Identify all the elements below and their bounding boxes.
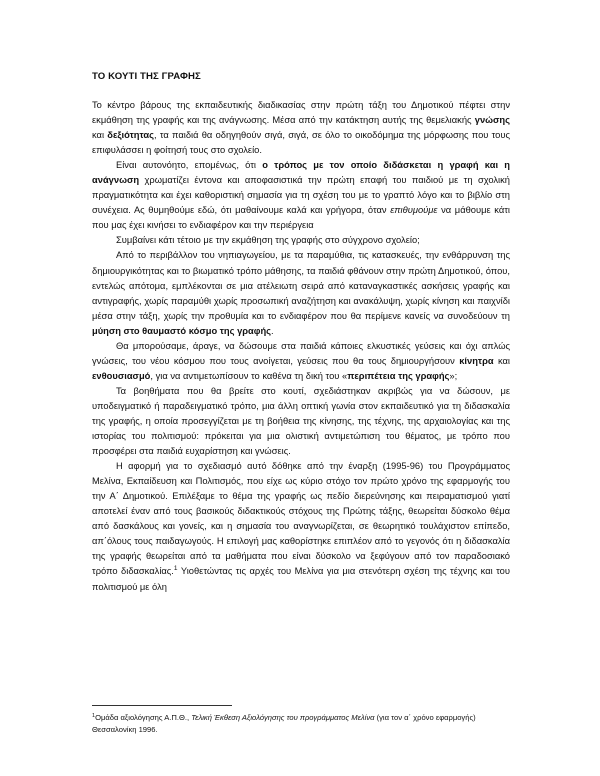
document-body: [92, 98, 510, 595]
italic-term: επιθυμούμε: [390, 205, 438, 216]
paragraph-1: Το κέντρο βάρους της εκπαιδευτικής διαδικασίας στην πρώτη τάξη του Δημοτικού πέφτει στην εκμάθηση της γραφής και της ανάγνωσης. Μέσα από την κατάκτηση αυτής της θεμελιακής γνώσης και δεξιότητας, τα παιδιά θα οδηγηθούν σιγά, σιγά, σε όλο το οικοδόμημα της μόρφωσης που τους επιφυλάσσει η φοίτησή τους στο σχολείο.: [92, 100, 510, 156]
bold-term: δεξιότητας: [107, 130, 154, 141]
bold-term: ο τρόπος με τον οποίο διδάσκεται η γραφή και η ανάγνωση: [92, 160, 510, 186]
paragraph-2: Είναι αυτονόητο, επομένως, ότι ο τρόπος με τον οποίο διδάσκεται η γραφή και η ανάγνωση χρωματίζει έντονα και αποφασιστικά την πρώτη επαφή του παιδιού με τη σχολική πραγματικότητα και έχει καθοριστική σημασία για τη σχέση του με το γραπτό λόγο και το βιβλίο στη συνέχεια. Ας θυμηθούμε εδώ, ότι μαθαίνουμε καλά και γρήγορα, όταν επιθυμούμε να μάθουμε κάτι που μας έχει κινήσει το ενδιαφέρον και την περιέργεια: [92, 160, 510, 231]
footnote-reference[interactable]: 1: [173, 565, 178, 573]
paragraph-7: Η αφορμή για το σχεδιασμό αυτό δόθηκε από την έναρξη (1995-96) του Προγράμματος Μελίνα, Εκπαίδευση και Πολιτισμός, που είχε ως κύριο στόχο τον πρώτο χρόνο της εφαρμογής του την Α΄ Δημοτικού. Επιλέξαμε το θέμα της γραφής ως πεδίο διερεύνησης και πειραματισμού γιατί αποτελεί έναν από τους βασικούς διδακτικούς στόχους της Πρώτης τάξης, θεωρείται δύσκολο θέμα από δασκάλους και γονείς, και η σημασία του αναγνωρίζεται, σε θεωρητικό τουλάχιστον επίπεδο, απ΄όλους τους παιδαγωγούς. Η επιλογή μας καθορίστηκε επιπλέον από το γεγονός ότι η διδασκαλία της γραφής θεωρείται από τα μαθήματα που είναι δύσκολο να ξεφύγουν από τον παραδοσιακό τρόπο διδασκαλίας.$^1$ Υιοθετώντας τις αρχές του Μελίνα για μια στενότερη σχέση της τέχνης και του πολιτισμού με όλη: [92, 461, 510, 592]
bold-term: γνώσης: [474, 115, 510, 126]
bold-term: μύηση στο θαυμαστό κόσμο της γραφής: [92, 325, 272, 336]
footnote-number: 1: [92, 713, 96, 719]
footnote-report-title: Τελική Έκθεση Αξιολόγησης του προγράμματος Μελίνα: [191, 713, 375, 722]
paragraph-6: Τα βοηθήματα που θα βρείτε στο κουτί, σχεδιάστηκαν ακριβώς για να δώσουν, με υποδειγματικό ή παραδειγματικό τρόπο, μια άλλη οπτική γωνία στον εκπαιδευτικό για τη διδασκαλία της γραφής, η οποία προσεγγίζεται με τη βοήθεια της κίνησης, της τέχνης, της αρχαιολογίας και της ιστορίας του πολιτισμού: πρόκειται για μια ολιστική αντιμετώπιση του θέματος, με τρόπο που προσφέρει στα παιδιά ευχαρίστηση και γνώσεις.: [92, 385, 510, 457]
document-title: ΤΟ ΚΟΥΤΙ ΤΗΣ ΓΡΑΦΗΣ: [92, 71, 201, 82]
bold-term: ενθουσιασμό: [92, 370, 151, 381]
paragraph-5: Θα μπορούσαμε, άραγε, να δώσουμε στα παιδιά κάποιες ελκυστικές γεύσεις και όχι απλώς γνώσεις, του νέου κόσμου που τους ανοίγεται, γεύσεις που θα τους δημιουργήσουν κίνητρα και ενθουσιασμό, για να αντιμετωπίσουν το καθένα τη δική του «περιπέτεια της γραφής»;: [92, 340, 511, 381]
footnote-divider: [92, 705, 232, 706]
paragraph-3: Συμβαίνει κάτι τέτοιο με την εκμάθηση της γραφής στο σύγχρονο σχολείο;: [116, 235, 420, 246]
bold-term: περιπέτεια της γραφής: [347, 370, 450, 381]
footnote: $^1$Ομάδα αξιολόγησης Α.Π.Θ., Τελική Έκθεση Αξιολόγησης του προγράμματος Μελίνα (για τον α΄ χρόνο εφαρμογής) Θεσσαλονίκη 1996.: [92, 713, 476, 734]
bold-term: κίνητρα: [459, 355, 494, 366]
paragraph-4: Από το περιβάλλον του νηπιαγωγείου, με τα παραμύθια, τις κατασκευές, την ενθάρρυνση της δημιουργικότητας και το βιωματικό τρόπο μάθησης, τα παιδιά φθάνουν στην πρώτη Δημοτικού, όπου, εντελώς απότομα, εμπλέκονται σε μια ατέλειωτη σειρά από καταναγκαστικές ασκήσεις γραφής και αντιγραφής, χωρίς παραμύθι χωρίς προσωπική αναζήτηση και ανακάλυψη, χωρίς κίνηση και παιχνίδι μέσα στην τάξη, χωρίς την προθυμία και το ενδιαφέρον που θα περίμενε κανείς να συνοδεύουν τη μύηση στο θαυμαστό κόσμο της γραφής.: [92, 250, 510, 336]
